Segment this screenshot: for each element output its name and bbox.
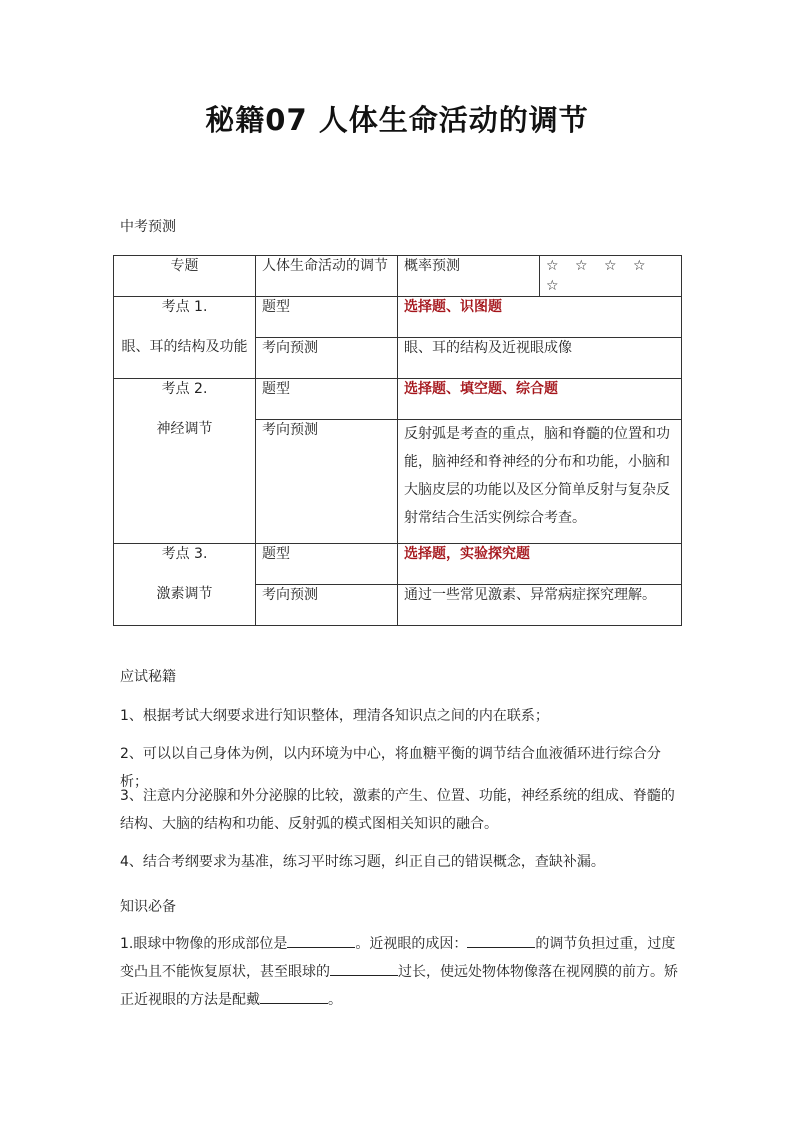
point-3-type-label: 题型	[256, 544, 398, 585]
point-1-forecast-label: 考向预测	[256, 338, 398, 379]
point-2-forecast-value: 反射弧是考查的重点，脑和脊髓的位置和功能，脑神经和脊神经的分布和功能，小脑和大脑皮层的功能以及区分简单反射与复杂反射常结合生活实例综合考查。	[398, 420, 682, 544]
point-1-type-label: 题型	[256, 297, 398, 338]
tip-2: 2、可以以自己身体为例，以内环境为中心，将血糖平衡的调节结合血液循环进行综合分析；	[120, 746, 661, 790]
header-probability-label: 概率预测	[398, 256, 540, 297]
section-heading-knowledge: 知识必备	[120, 899, 176, 915]
point-1-type-value: 选择题、识图题	[398, 297, 682, 338]
point-2-forecast-label: 考向预测	[256, 420, 398, 544]
point-2-type-value: 选择题、填空题、综合题	[398, 379, 682, 420]
point-2-type-label: 题型	[256, 379, 398, 420]
point-1-forecast-value: 眼、耳的结构及近视眼成像	[398, 338, 682, 379]
probability-stars: ☆ ☆ ☆ ☆ ☆	[540, 256, 682, 297]
point-2-label: 考点 2. 神经调节	[114, 379, 256, 544]
tip-3: 3、注意内分泌腺和外分泌腺的比较，激素的产生、位置、功能，神经系统的组成、脊髓的结构、大脑的结构和功能、反射弧的模式图相关知识的融合。	[120, 788, 675, 832]
tip-4: 4、结合考纲要求为基准，练习平时练习题，纠正自己的错误概念，查缺补漏。	[120, 854, 605, 870]
forecast-table	[113, 255, 682, 626]
point-3-label: 考点 3. 激素调节	[114, 544, 256, 626]
question-1: 1.眼球中物像的形成部位是 。近视眼的成因： 的调节负担过重，过度变凸且不能恢复原状，甚至眼球的 过长，使远处物体物像落在视网膜的前方。矫正近视眼的方法是配戴 。	[120, 930, 680, 1014]
point-3-forecast-label: 考向预测	[256, 585, 398, 626]
answer-blank-4[interactable]	[260, 987, 328, 1004]
point-3-forecast-value: 通过一些常见激素、异常病症探究理解。	[398, 585, 682, 626]
answer-blank-2[interactable]	[467, 931, 535, 948]
point-1-label: 考点 1. 眼、耳的结构及功能	[114, 297, 256, 379]
answer-blank-1[interactable]	[287, 931, 355, 948]
answer-blank-3[interactable]	[330, 959, 398, 976]
page-title: 秘籍07 人体生命活动的调节	[205, 103, 589, 137]
tip-1: 1、根据考试大纲要求进行知识整体，理清各知识点之间的内在联系；	[120, 708, 549, 724]
point-3-type-value: 选择题，实验探究题	[398, 544, 682, 585]
header-topic-value: 人体生命活动的调节	[256, 256, 398, 297]
section-heading-tips: 应试秘籍	[120, 669, 176, 685]
header-topic-label: 专题	[114, 256, 256, 297]
section-heading-forecast: 中考预测	[120, 219, 176, 235]
